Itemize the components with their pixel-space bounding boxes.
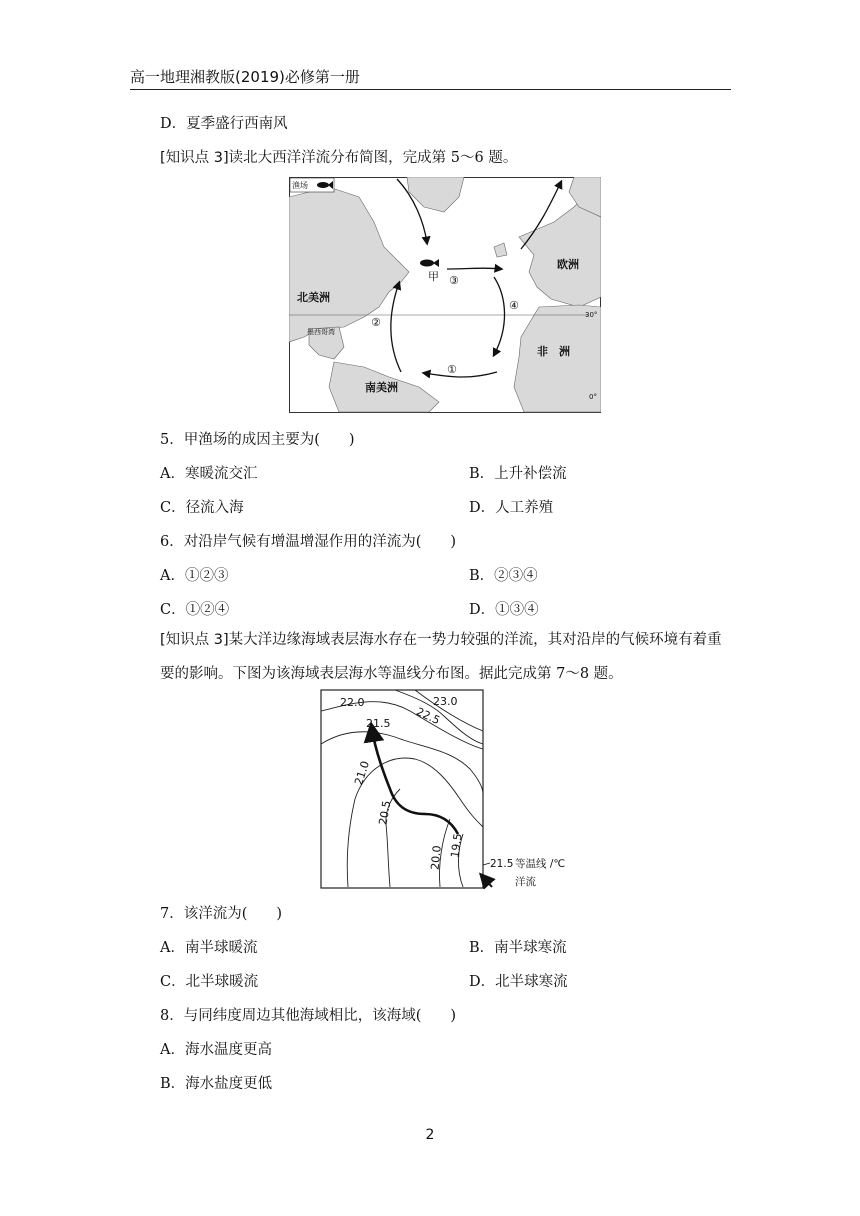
knowledge-tag-1: [知识点 3] <box>160 150 229 166</box>
question-7: 7．该洋流为( ) <box>160 906 283 922</box>
q6-option-d: D．①③④ <box>469 602 539 618</box>
current-1-label: ① <box>447 363 457 376</box>
q8-option-a: A．海水温度更高 <box>160 1042 272 1058</box>
q7-option-a: A．南半球暖流 <box>160 940 258 956</box>
isotherm-20-0-label: 20.0 <box>428 844 444 871</box>
isotherm-map <box>320 689 590 889</box>
isotherm-21-0-label: 21.0 <box>352 759 373 787</box>
page-number: 2 <box>425 1127 435 1143</box>
isotherm-22-5-label: 22.5 <box>414 705 442 728</box>
q5-option-b: B．上升补偿流 <box>469 466 567 482</box>
africa-label: 非 洲 <box>537 345 570 358</box>
legend-current-arrow-icon <box>483 877 492 887</box>
q5-option-d: D．人工养殖 <box>469 500 554 516</box>
q5-option-a: A．寒暖流交汇 <box>160 466 258 482</box>
q7-option-c: C．北半球暖流 <box>160 974 259 990</box>
isotherm-19-5-label: 19.5 <box>448 832 465 859</box>
isotherm-21-5-label: 21.5 <box>366 717 391 730</box>
q7-option-d: D．北半球寒流 <box>469 974 568 990</box>
option-d-previous: D．夏季盛行西南风 <box>160 116 288 132</box>
question-5: 5．甲渔场的成因主要为( ) <box>160 432 355 448</box>
q6-option-c: C．①②④ <box>160 602 230 618</box>
q6-option-a: A．①②③ <box>160 568 229 584</box>
document-header-title: 高一地理湘教版(2019)必修第一册 <box>130 68 360 86</box>
current-3-label: ③ <box>449 274 459 287</box>
q6-option-b: B．②③④ <box>469 568 538 584</box>
lat-30-label: 30° <box>585 311 598 319</box>
fishery-jia-label: 甲 <box>428 270 439 283</box>
legend-isotherm-value: 21.5 <box>490 858 514 870</box>
knowledge-intro-1 <box>160 146 517 167</box>
intro-text-1: 读北大西洋洋流分布简图，完成第 5～6 题。 <box>228 150 518 166</box>
knowledge-intro-2 <box>160 623 730 691</box>
q7-option-b: B．南半球寒流 <box>469 940 567 956</box>
question-8: 8．与同纬度周边其他海域相比，该海域( ) <box>160 1008 457 1024</box>
isotherm-23-0-label: 23.0 <box>433 695 458 708</box>
isotherm-map-svg <box>320 689 590 889</box>
q8-option-b: B．海水盐度更低 <box>160 1076 273 1092</box>
gulf-of-mexico-label: 墨西哥湾 <box>307 328 335 336</box>
intro-text-2: 某大洋边缘海域表层海水存在一势力较强的洋流，其对沿岸的气候环境有着重要的影响。下图为该海域表层海水等温线分布图。据此完成第 7～8 题。 <box>160 632 722 682</box>
north-america-label: 北美洲 <box>297 291 330 304</box>
current-4-label: ④ <box>509 299 519 312</box>
europe-label: 欧洲 <box>557 258 579 271</box>
north-atlantic-current-map <box>289 177 601 413</box>
legend-fishery-label: 渔场 <box>292 181 308 190</box>
legend-isotherm-line <box>483 863 490 865</box>
legend-current-label: 洋流 <box>515 876 536 888</box>
isotherm-20-5-label: 20.5 <box>376 799 394 826</box>
north-atlantic-map-svg <box>289 177 601 413</box>
knowledge-tag-2: [知识点 3] <box>160 632 229 648</box>
q5-option-c: C．径流入海 <box>160 500 244 516</box>
legend-isotherm-label: 等温线 /℃ <box>515 858 566 870</box>
lat-0-label: 0° <box>589 393 597 401</box>
current-2-label: ② <box>371 316 381 329</box>
isotherm-22-0-label: 22.0 <box>340 696 365 709</box>
question-6: 6．对沿岸气候有增温增湿作用的洋流为( ) <box>160 534 457 550</box>
header-divider <box>130 89 731 90</box>
south-america-label: 南美洲 <box>365 381 398 394</box>
